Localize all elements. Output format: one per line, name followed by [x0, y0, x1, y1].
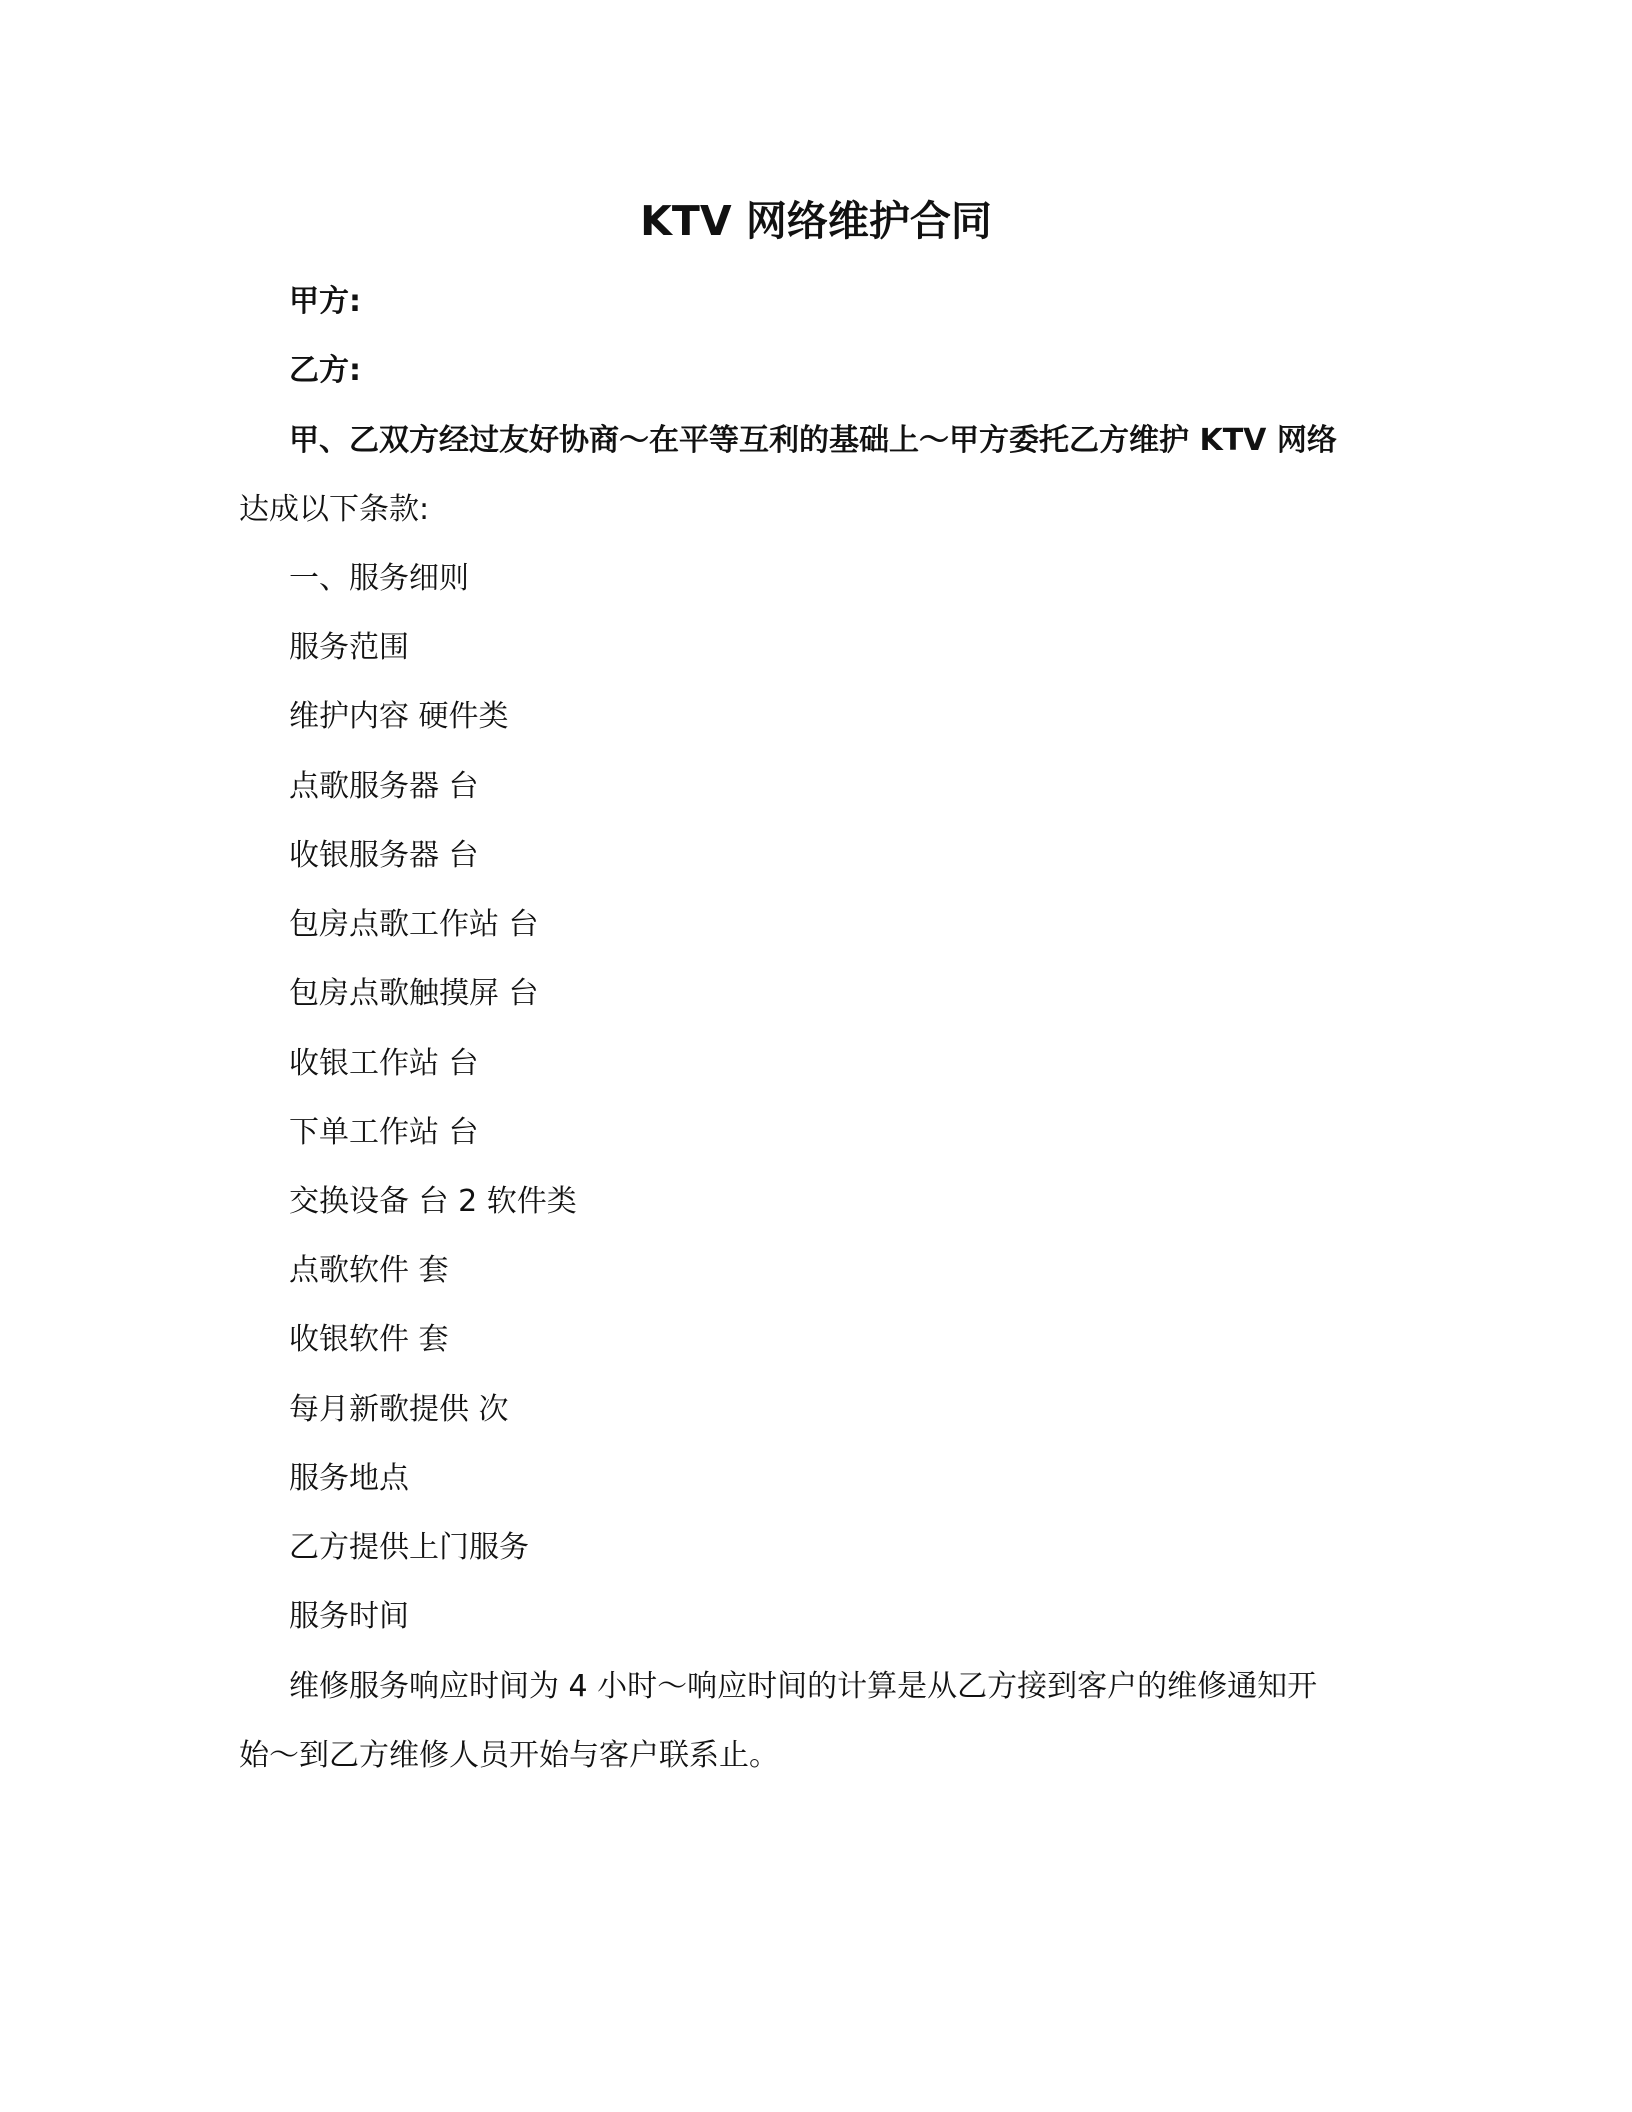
response-paragraph-line-1: 维修服务响应时间为 4 小时～响应时间的计算是从乙方接到客户的维修通知开: [289, 1669, 1318, 1704]
text-line: 收银软件 套: [289, 1322, 449, 1357]
intro-paragraph-line-2: 达成以下条款:: [239, 492, 430, 527]
text-line: 服务时间: [289, 1599, 409, 1634]
text-line: 乙方提供上门服务: [289, 1530, 529, 1565]
text-line: 维护内容 硬件类: [289, 699, 509, 734]
text-line: 收银服务器 台: [289, 838, 479, 873]
text-line: 点歌软件 套: [289, 1253, 449, 1288]
document-title: KTV 网络维护合同: [640, 197, 992, 245]
section-heading-service-details: 一、服务细则: [289, 561, 469, 596]
party-b-label: 乙方:: [289, 353, 361, 388]
text-line: 服务范围: [289, 630, 409, 665]
text-line: 每月新歌提供 次: [289, 1392, 509, 1427]
text-line: 收银工作站 台: [289, 1046, 479, 1081]
text-line: 服务地点: [289, 1461, 409, 1496]
text-line: 交换设备 台 2 软件类: [289, 1184, 577, 1219]
text-line: 包房点歌工作站 台: [289, 907, 539, 942]
text-line: 包房点歌触摸屏 台: [289, 976, 539, 1011]
response-paragraph-line-2: 始～到乙方维修人员开始与客户联系止。: [239, 1738, 779, 1773]
party-a-label: 甲方:: [289, 284, 361, 319]
intro-paragraph-line-1: 甲、乙双方经过友好协商～在平等互利的基础上～甲方委托乙方维护 KTV 网络: [289, 423, 1337, 458]
text-line: 下单工作站 台: [289, 1115, 479, 1150]
text-line: 点歌服务器 台: [289, 769, 479, 804]
